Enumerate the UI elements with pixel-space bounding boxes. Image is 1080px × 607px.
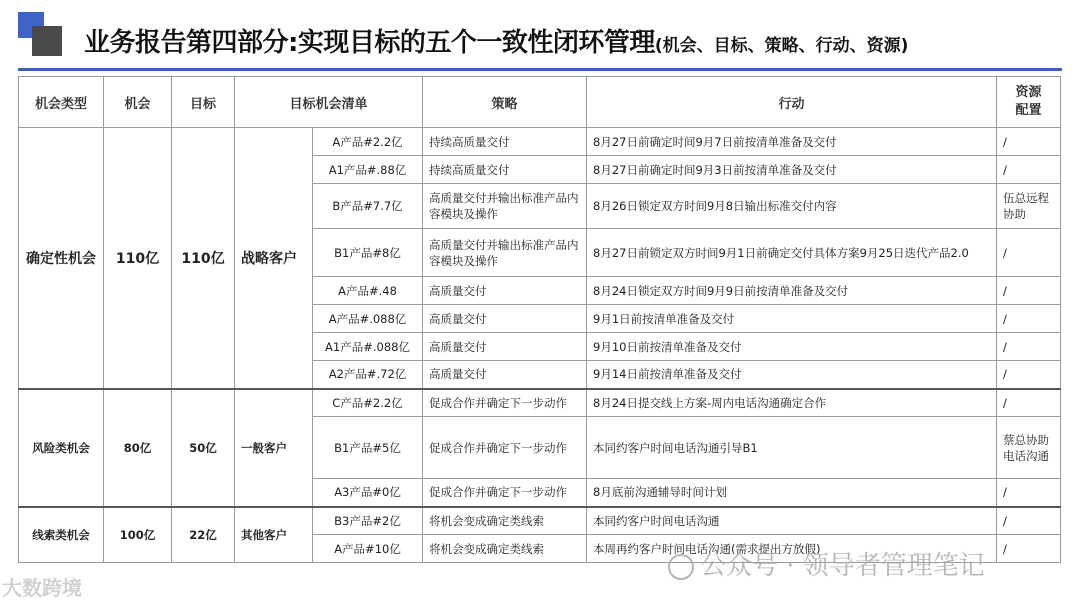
header-type: 机会类型 (19, 77, 104, 128)
table-header-row (19, 77, 1061, 128)
cell-strategy: 持续高质量交付 (423, 128, 587, 156)
cell-item: B3产品#2亿 (313, 507, 423, 535)
table-row (19, 128, 1061, 156)
title-underline (18, 68, 1062, 71)
cell-action: 8月底前沟通辅导时间计划 (587, 479, 997, 507)
cell-type: 风险类机会 (19, 389, 104, 507)
cell-type: 确定性机会 (19, 128, 104, 389)
table-row (19, 507, 1061, 535)
cell-strategy: 高质量交付并输出标准产品内容模块及操作 (423, 184, 587, 229)
cell-strategy: 促成合作并确定下一步动作 (423, 389, 587, 417)
cell-item: A2产品#.72亿 (313, 361, 423, 389)
watermark-right-text: 公众号 · 领导者管理笔记 (700, 551, 985, 581)
cell-action: 8月24日提交线上方案-周内电话沟通确定合作 (587, 389, 997, 417)
cell-resource: / (997, 305, 1061, 333)
header-resource-text: 资源配置 (1015, 85, 1042, 118)
cell-strategy: 促成合作并确定下一步动作 (423, 417, 587, 479)
cell-action: 9月1日前按清单准备及交付 (587, 305, 997, 333)
cell-strategy: 高质量交付 (423, 305, 587, 333)
wechat-icon (668, 554, 694, 580)
page-title-sub: (机会、目标、策略、行动、资源) (654, 36, 909, 56)
cell-resource: / (997, 277, 1061, 305)
cell-opportunity: 100亿 (104, 507, 172, 563)
cell-resource: / (997, 479, 1061, 507)
cell-strategy: 高质量交付 (423, 277, 587, 305)
cell-item: B1产品#8亿 (313, 229, 423, 277)
cell-action: 8月27日前确定时间9月7日前按清单准备及交付 (587, 128, 997, 156)
header-list: 目标机会清单 (235, 77, 423, 128)
cell-channel: 战略客户 (235, 128, 313, 389)
cell-resource: / (997, 156, 1061, 184)
logo-square-gray (32, 26, 62, 56)
cell-strategy: 持续高质量交付 (423, 156, 587, 184)
cell-resource: / (997, 333, 1061, 361)
cell-channel: 一般客户 (235, 389, 313, 507)
cell-resource: 蔡总协助电话沟通 (997, 417, 1061, 479)
page-title (84, 22, 908, 56)
cell-action: 本同约客户时间电话沟通 (587, 507, 997, 535)
cell-resource: / (997, 229, 1061, 277)
cell-action: 8月27日前确定时间9月3日前按清单准备及交付 (587, 156, 997, 184)
cell-action: 本同约客户时间电话沟通引导B1 (587, 417, 997, 479)
cell-target: 22亿 (172, 507, 235, 563)
cell-opportunity: 80亿 (104, 389, 172, 507)
cell-target: 110亿 (172, 128, 235, 389)
watermark-left: 大数跨境 (2, 576, 82, 600)
header-resource (997, 77, 1061, 128)
cell-opportunity: 110亿 (104, 128, 172, 389)
cell-strategy: 高质量交付并输出标准产品内容模块及操作 (423, 229, 587, 277)
cell-channel: 其他客户 (235, 507, 313, 563)
cell-item: B产品#7.7亿 (313, 184, 423, 229)
cell-target: 50亿 (172, 389, 235, 507)
cell-resource: / (997, 507, 1061, 535)
cell-action: 8月27日前锁定双方时间9月1日前确定交付具体方案9月25日迭代产品2.0 (587, 229, 997, 277)
cell-item: A1产品#.088亿 (313, 333, 423, 361)
cell-item: A产品#10亿 (313, 535, 423, 563)
cell-resource: 伍总远程协助 (997, 184, 1061, 229)
header-action: 行动 (587, 77, 997, 128)
cell-strategy: 高质量交付 (423, 333, 587, 361)
cell-resource: / (997, 361, 1061, 389)
cell-action: 本周再约客户时间电话沟通(需求提出方放假) (587, 535, 997, 563)
cell-item: C产品#2.2亿 (313, 389, 423, 417)
cell-action: 8月24日锁定双方时间9月9日前按清单准备及交付 (587, 277, 997, 305)
cell-item: B1产品#5亿 (313, 417, 423, 479)
cell-action: 8月26日锁定双方时间9月8日输出标准交付内容 (587, 184, 997, 229)
cell-item: A产品#.48 (313, 277, 423, 305)
cell-item: A1产品#.88亿 (313, 156, 423, 184)
header-opportunity: 机会 (104, 77, 172, 128)
cell-resource: / (997, 389, 1061, 417)
cell-strategy: 促成合作并确定下一步动作 (423, 479, 587, 507)
cell-strategy: 将机会变成确定类线索 (423, 535, 587, 563)
table-row (19, 389, 1061, 417)
cell-strategy: 高质量交付 (423, 361, 587, 389)
cell-type: 线索类机会 (19, 507, 104, 563)
page-title-main: 业务报告第四部分:实现目标的五个一致性闭环管理 (84, 28, 655, 58)
cell-strategy: 将机会变成确定类线索 (423, 507, 587, 535)
cell-resource: / (997, 128, 1061, 156)
header-target: 目标 (172, 77, 235, 128)
cell-resource: / (997, 535, 1061, 563)
header-strategy: 策略 (423, 77, 587, 128)
cell-item: A产品#.088亿 (313, 305, 423, 333)
watermark-right (668, 545, 985, 582)
cell-item: A3产品#0亿 (313, 479, 423, 507)
cell-item: A产品#2.2亿 (313, 128, 423, 156)
management-table (18, 76, 1061, 563)
cell-action: 9月10日前按清单准备及交付 (587, 333, 997, 361)
cell-action: 9月14日前按清单准备及交付 (587, 361, 997, 389)
